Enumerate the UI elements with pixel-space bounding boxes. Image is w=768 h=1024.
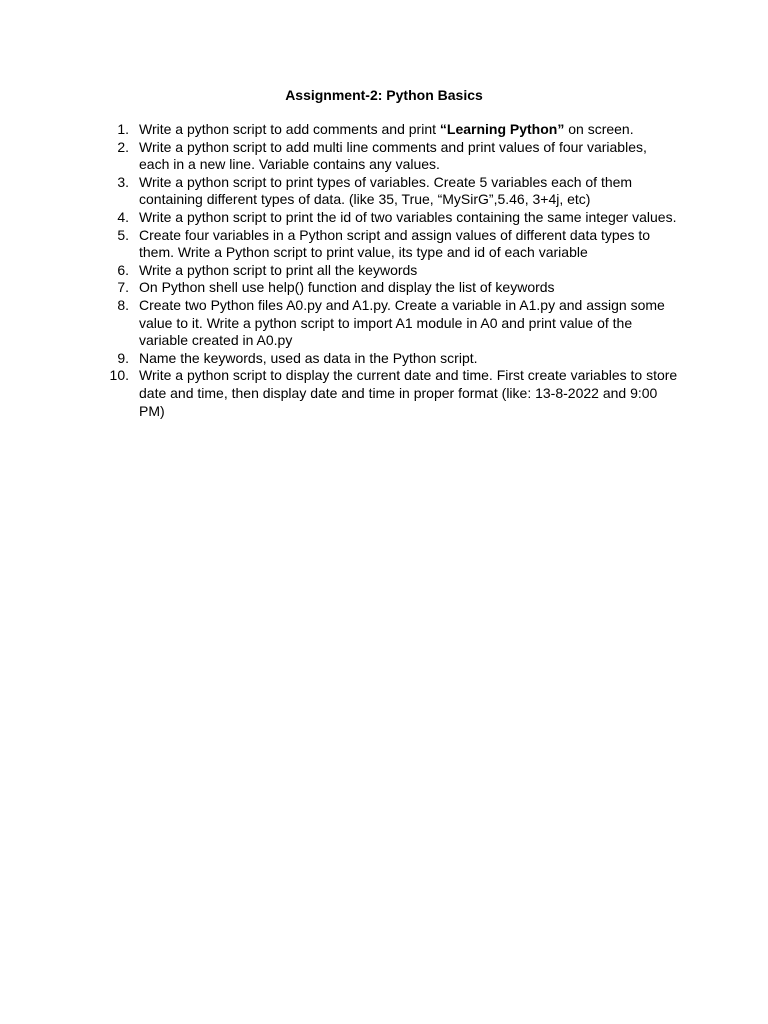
question-number: 4.	[117, 208, 129, 225]
question-text: Create two Python files A0.py and A1.py. Create a variable in A1.py and assign some value to it. Write a python script to import A1 module in A0 and print value of the variable created in A0.py	[139, 296, 665, 349]
question-item-2	[108, 139, 678, 174]
question-number: 1.	[117, 121, 129, 137]
question-text-emphasis: “Learning Python”	[439, 121, 565, 137]
question-number: 3.	[117, 173, 129, 190]
question-number: 2.	[117, 138, 129, 155]
question-text-end: on screen.	[564, 121, 634, 137]
question-text: On Python shell use help() function and display the list of keywords	[139, 279, 555, 296]
question-item-8	[108, 297, 678, 350]
question-number: 6.	[117, 261, 129, 278]
question-text: Write a python script to display the current date and time. First create variables to store date and time, then display date and time in proper format (like: 13-8-2022 and 9:00 PM)	[139, 367, 678, 419]
document-title: Assignment-2: Python Basics	[285, 87, 483, 103]
question-text	[139, 121, 634, 137]
question-text: Write a python script to print the id of two variables containing the same integer values.	[139, 208, 677, 225]
question-item-9	[108, 350, 678, 368]
question-number: 10.	[109, 367, 129, 384]
question-number: 9.	[117, 349, 129, 366]
question-text: Write a python script to print types of variables. Create 5 variables each of them containing different types of data. (like 35, True, “MySirG”,5.46, 3+4j, etc)	[139, 173, 633, 208]
question-item-3	[108, 174, 678, 209]
question-item-6	[108, 262, 678, 280]
question-text: Write a python script to add multi line comments and print values of four variables, each in a new line. Variable contains any values.	[139, 138, 647, 173]
question-list	[108, 121, 678, 420]
question-number: 7.	[117, 279, 129, 296]
question-text-start: Write a python script to add comments and print	[139, 121, 440, 137]
question-text: Create four variables in a Python script and assign values of different data types to them. Write a Python script to print value, its type and id of each variable	[139, 226, 651, 261]
question-number: 8.	[117, 296, 129, 313]
question-item-4	[108, 209, 678, 227]
question-number: 5.	[117, 226, 129, 243]
question-text: Write a python script to print all the keywords	[139, 261, 418, 278]
question-item-1	[108, 121, 678, 139]
question-item-7	[108, 279, 678, 297]
question-item-10	[108, 367, 678, 420]
question-item-5	[108, 227, 678, 262]
question-text: Name the keywords, used as data in the Python script.	[139, 349, 478, 366]
